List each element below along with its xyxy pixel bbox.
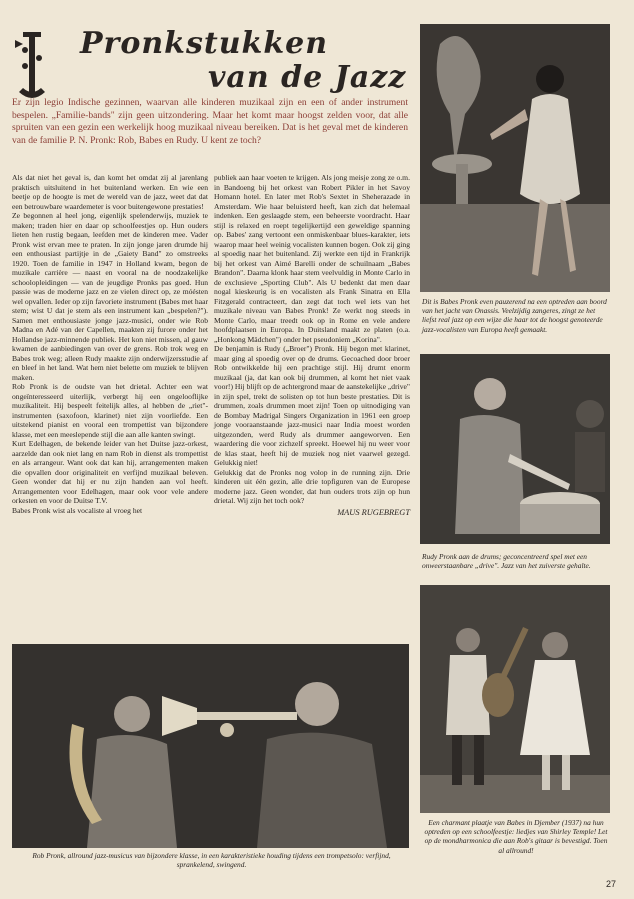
- paragraph: Babes Pronk wist als vocaliste al vroeg het: [12, 505, 143, 515]
- saxophone-logo-icon: [13, 30, 53, 102]
- caption-babes: Dit is Babes Pronk even pauzerend na een optreden aan boord van het jacht van Onassis. Veelzijdig zangeres, zingt ze het liefst real jazz op een wijze die haar tot de hoogst genoteerde jazz-vocalisten van Europa heeft gemaakt.: [422, 297, 607, 334]
- paragraph: De benjamin is Rudy („Broer") Pronk. Hij begon met klarinet, maar ging al spoedig over op de drums. Gecoached door broer Rob ontwikkelde hij een prachtige stijl. Hij drumt enorm muzikaal (ja, dat kan ook bij drummen, al komt het niet vaak voor!) Hij blijft op de achtergrond maar de aanstekelijke „drive" in zijn spel, trekt de solisten op tot hun beste prestaties. Dit is drummen, zoals drummen moet zijn! Toen op uitnodiging van de Bombay Madrigal Singers Organization in 1961 een groep jonge vooraanstaande jazz-musici naar India moest worden uitgezonden, werd Rudy als drummer aangeworven. Een waardering die voor zichzelf spreekt. Hoewel hij nu weer voor de klas staat, heeft hij de muziek nog niet vaarwel gezegd. Gelukkig niet!: [214, 344, 410, 467]
- paragraph: Kurt Edelhagen, de bekende leider van het Duitse jazz-orkest, aarzelde dan ook niet lang en nam Rob in dienst als trompettist en als arrangeur. Want ook dat kan hij, arrangementen maken die opvallen door originaliteit en verfijnd muzikaal beleven. Geen wonder dat hij er nu zijn handen aan vol heeft. Arrangementen voor Edelhagen, maar ook voor vele andere orkesten en voor de Duitse T.V.: [12, 439, 208, 505]
- paragraph: Gelukkig dat de Pronks nog volop in de running zijn. Drie kinderen uit één gezin, alle drie topfiguren van de Europese moderne jazz. Geen wonder, dat hun ouders trots zijn op hun drietal. Wij zijn het toch ook?: [214, 467, 410, 505]
- article-title: [80, 22, 410, 102]
- paragraph: Rob Pronk is de oudste van het drietal. Achter een wat ongeïnteresseerd uiterlijk, verbergt hij een ongelooflijke muzikaliteit. Hij bespeelt feitelijk alles, al hebben de „riet"-instrumenten (saxofoon, klarinet) niet zijn voorliefde. Een uitstekend pianist en vooral een trompettist van bijzondere klasse, met een meeslepende stijl die aan alle kanten swingt.: [12, 382, 208, 439]
- paragraph: Als dat niet het geval is, dan komt het omdat zij al jarenlang praktisch uitsluitend in het buitenland werken. En wie een beetje op de hoogte is met de wereld van de jazz, weet dat dat een betrouwbare waardemeter is voor buitengewone prestaties!: [12, 173, 208, 211]
- photo-children: [420, 585, 610, 813]
- text-column-middle: [214, 173, 410, 517]
- caption-children: Een charmant plaatje van Babes in Djember (1937) na hun optreden op een schoolfeestje: liedjes van Shirley Temple! Let op de mondharmonica die aan Rob's gitaar is bevestigd. Toen al allround!: [424, 818, 608, 855]
- title-line-2: van de Jazz: [208, 60, 407, 95]
- photo-babes-fountain: [420, 24, 610, 292]
- paragraph: Ze begonnen al heel jong, eigenlijk spelenderwijs, muziek te maken; traden hier en daar op schoolfeestjes op. Hun ouders lieten hen rustig begaan, leefden met de kinderen mee. Vader Pronk wist ervan mee te praten. In zijn jonge jaren drumde hij een enthousiast partijtje in de „Gaiety Band" zo omstreeks 1920. Toen de familie in 1947 in Holland kwam, begon de muzikale carrière — naast en vooral na de noodzakelijke schoolopleidingen — van de jeugdige Pronks pas goed. Hun passie was de moderne jazz en ze vielen direct op, ze móésten wel opvallen. Ieder op zijn favoriete instrument (Babes met haar stem; wist U dat je stem als een instrument kan „bespelen?"). Samen met enthousiaste jonge jazz-musici, onder wie Rob Madna en Adé van der Capellen, maakten zij furore onder het Hollandse jazz-minnende publiek. Het kon niet missen, al gauw kwamen de aanbiedingen van over de grens. Rob trok weg en Babes trok weg; alleen Rudy maakte zijn onderwijzersstudie af en bleef in het land. Wat hem niet belette om muziek te blijven maken.: [12, 211, 208, 382]
- photo-rudy-drums: [420, 354, 610, 544]
- photo-rob-trumpet: [12, 644, 409, 848]
- caption-rudy: Rudy Pronk aan de drums; geconcentreerd spel met een onweerstaanbare „drive". Jazz van het zuiverste gehalte.: [422, 552, 591, 571]
- title-line-1: Pronkstukken: [80, 26, 329, 61]
- page-number: 27: [605, 879, 616, 889]
- text-column-left: [12, 173, 208, 515]
- paragraph: publiek aan haar voeten te krijgen. Als jong meisje zong ze o.m. in Bandoeng bij het orkest van Robert Pikler in het Savoy Homann hotel. En later met Rob's Sextet in Sheherazade in Amsterdam. Wie haar beluisterd heeft, kan zich dat helemaal indenken. Een geslaagde stem, een beheerste voordracht. Haar stijl is relaxed en roept tegelijkertijd een geweldige spanning op. Babes' zang vertoont een onmiskenbaar blues-karakter, iets waarop maar heel weinig vocalisten kunnen bogen. Ook zij ging al spoedig naar het buitenland. Zij werkte een tijd in Frankrijk bij het orkest van Aimé Barelli onder de schuilnaam „Babes Brandon". Daarna klonk haar stem veelvuldig in Monte Carlo in de exclusieve „Sporting Club". Als U bedenkt dat men daar nogal kieskeurig is en vocalisten als Frank Sinatra en Ella Fitzgerald contracteert, dan zegt dat toch wel iets van het muzikale niveau van Babes Pronk! Ze werkt nog steeds in Monte Carlo, maar treedt ook op in Rome en vele andere hoofdplaatsen in Europa. In Duitsland maakt ze platen (o.a. „Honkong Mädchen") onder het pseudoniem „Korina".: [214, 173, 410, 344]
- author-signature: MAUS RUGEBREGT: [337, 507, 410, 517]
- caption-rob: Rob Pronk, allround jazz-musicus van bijzondere klasse, in een karakteristieke houding tijdens een trompetsolo: verfijnd, sprankelend, swingend.: [32, 851, 391, 870]
- intro-paragraph: Er zijn legio Indische gezinnen, waarvan alle kinderen muzikaal zijn en een of ander instrument bespelen. „Familie-bands" zijn geen uitzondering. Maar het komt maar hoogst zelden voor, dat alle spruiten van een gezin een werkelijk hoog muzikaal niveau bereiken. Dat is het geval met de kinderen van de familie P. N. Pronk: Rob, Babes en Rudy. U kent ze toch?: [12, 97, 408, 146]
